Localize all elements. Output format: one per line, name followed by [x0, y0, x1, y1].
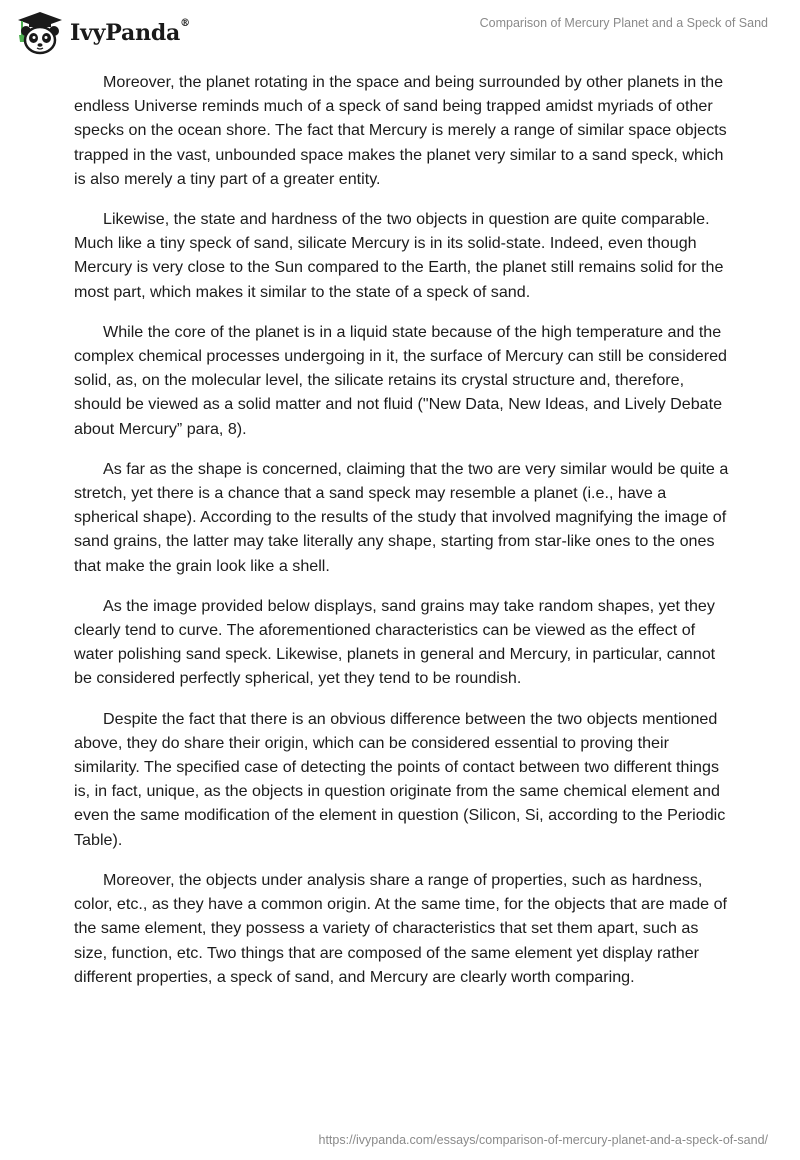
paragraph: Moreover, the planet rotating in the space and being surrounded by other planets in the endless Universe reminds much of a speck of sand being trapped amidst myriads of other specks on the ocean shore. The fact that Mercury is merely a range of similar space objects trapped in the vast, unbounded space makes the planet very similar to a sand speck, which is also merely a tiny part of a greater entity.: [74, 73, 727, 188]
paragraph: Despite the fact that there is an obvious difference between the two objects mentioned above, they do share their origin, which can be considered essential to proving their similarity. The specified case of detecting the points of contact between two different things is, in fact, unique, as the objects in question originate from the same chemical element and even the same modification of the element in question (Silicon, Si, according to the Periodic Table).: [74, 709, 726, 849]
paragraph: Moreover, the objects under analysis share a range of properties, such as hardness, color, etc., as they have a common origin. At the same time, for the objects that are made of the same element, they possess a variety of characteristics that set them apart, such as size, function, etc. Two things that are composed of the same element yet display rather different properties, a speck of sand, and Mercury are clearly worth comparing.: [74, 870, 728, 986]
source-url-link[interactable]: https://ivypanda.com/essays/comparison-of-mercury-planet-and-a-speck-of-sand/: [318, 1133, 768, 1147]
paragraph: As far as the shape is concerned, claiming that the two are very similar would be quite a stretch, yet there is a chance that a sand speck may resemble a planet (i.e., have a spherical shape). According to the results of the study that involved magnifying the image of sand grains, the latter may take literally any shape, starting from star-like ones to the ones that make the grain look like a shell.: [74, 459, 729, 575]
page-header: [0, 0, 800, 66]
paragraph: While the core of the planet is in a liquid state because of the high temperature and the complex chemical processes undergoing in it, the surface of Mercury can still be considered solid, as, on the molecular level, the silicate retains its crystal structure and, therefore, should be viewed as a solid matter and not fluid ("New Data, New Ideas, and Lively Debate about Mercury” para, 8).: [74, 322, 728, 438]
paragraph: Likewise, the state and hardness of the two objects in question are quite comparable. Much like a tiny speck of sand, silicate Mercury is in its solid-state. Indeed, even though Mercury is very close to the Sun compared to the Earth, the planet still remains solid for the most part, which makes it similar to the state of a speck of sand.: [74, 210, 724, 301]
document-title: Comparison of Mercury Planet and a Speck of Sand: [479, 16, 768, 30]
essay-body: [74, 70, 730, 1005]
paragraph: As the image provided below displays, sand grains may take random shapes, yet they clearly tend to curve. The aforementioned characteristics can be viewed as the effect of water polishing sand speck. Likewise, planets in general and Mercury, in particular, cannot be considered perfectly spherical, yet they tend to be roundish.: [74, 596, 716, 688]
ivypanda-logo[interactable]: [14, 9, 190, 57]
brand-name: IvyPanda®: [70, 18, 190, 46]
panda-graduate-icon: [14, 9, 66, 57]
